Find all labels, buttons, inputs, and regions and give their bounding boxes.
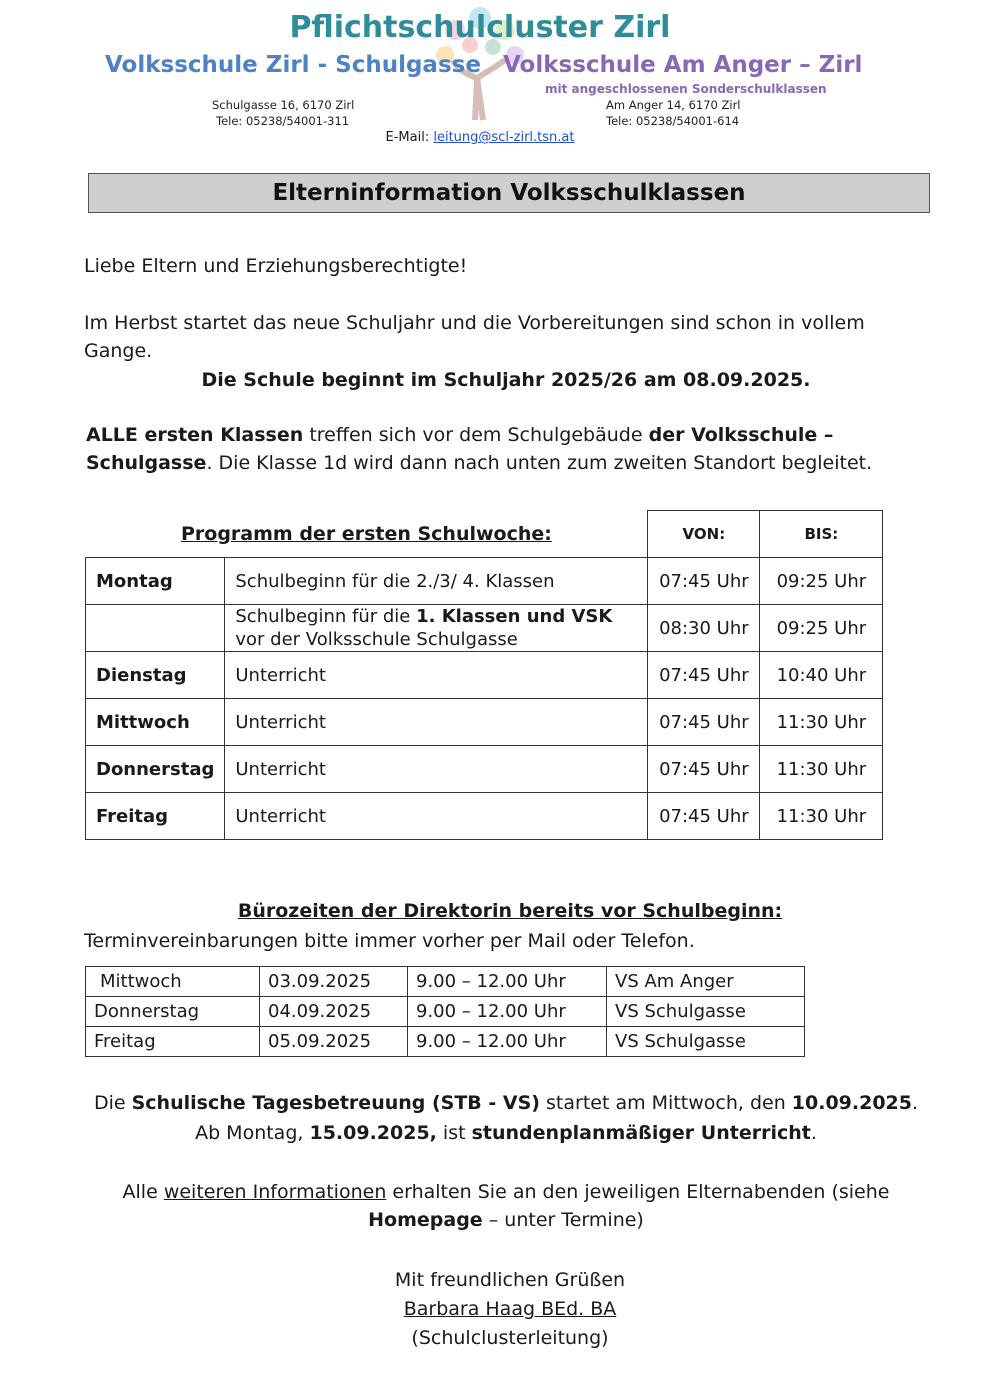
- row-desc-c: vor der Volksschule Schulgasse: [235, 629, 518, 650]
- row-to: 11:30 Uhr: [760, 793, 883, 840]
- email-link[interactable]: leitung@scl-zirl.tsn.at: [433, 130, 575, 145]
- table-row: [86, 605, 883, 652]
- table-row: [86, 558, 883, 605]
- homepage-label: Homepage: [368, 1209, 483, 1231]
- table-row: [86, 793, 883, 840]
- right-address: Am Anger 14, 6170 Zirl: [606, 98, 741, 112]
- office-day: Mittwoch: [86, 967, 260, 997]
- school-right-name: Volksschule Am Anger – Zirl: [503, 52, 863, 78]
- office-hours-table: [85, 966, 805, 1057]
- left-address: Schulgasse 16, 6170 Zirl: [212, 98, 355, 112]
- page-title: Elterninformation Volksschulklassen: [88, 173, 930, 213]
- school-right-subtitle: mit angeschlossenen Sonderschulklassen: [545, 82, 827, 96]
- stb-line-1: [0, 1089, 1006, 1117]
- more-info-a: Alle: [122, 1181, 164, 1203]
- row-from: 07:45 Uhr: [648, 746, 760, 793]
- row-day: [86, 605, 225, 652]
- right-phone: Tele: 05238/54001-614: [606, 114, 740, 128]
- row-to: 11:30 Uhr: [760, 746, 883, 793]
- row-from: 07:45 Uhr: [648, 558, 760, 605]
- stb-a: Die: [93, 1092, 132, 1114]
- office-note: Terminvereinbarungen bitte immer vorher per Mail oder Telefon.: [84, 930, 695, 952]
- schedule-title: Programm der ersten Schulwoche:: [180, 522, 552, 545]
- office-date: 05.09.2025: [260, 1027, 408, 1057]
- meeting-part1: ALLE ersten Klassen: [86, 424, 304, 446]
- row-from: 07:45 Uhr: [648, 652, 760, 699]
- row-day: Freitag: [86, 793, 225, 840]
- row-desc: [225, 605, 648, 652]
- schedule-header-row: [86, 511, 883, 558]
- stb-f: Ab Montag,: [195, 1122, 310, 1144]
- col-to: BIS:: [760, 511, 883, 558]
- row-from: 08:30 Uhr: [648, 605, 760, 652]
- more-info: [90, 1178, 922, 1234]
- row-desc: Unterricht: [225, 793, 648, 840]
- meeting-part3: der Volksschule – Schulgasse: [86, 424, 834, 474]
- office-time: 9.00 – 12.00 Uhr: [408, 1027, 607, 1057]
- intro-text: Im Herbst startet das neue Schuljahr und die Vorbereitungen sind schon in vollem Gange.: [84, 312, 865, 362]
- greeting: Liebe Eltern und Erziehungsberechtigte!: [84, 255, 468, 277]
- row-day: Dienstag: [86, 652, 225, 699]
- stb-j: .: [810, 1122, 817, 1144]
- table-row: [86, 1027, 805, 1057]
- stb-d: 10.09.2025: [791, 1092, 912, 1114]
- office-place: VS Am Anger: [607, 967, 805, 997]
- meeting-text: [86, 421, 916, 477]
- row-desc-b: 1. Klassen und VSK: [416, 606, 613, 627]
- row-to: 10:40 Uhr: [760, 652, 883, 699]
- table-row: [86, 967, 805, 997]
- more-info-e: – unter Termine): [482, 1209, 644, 1231]
- row-desc: Unterricht: [225, 652, 648, 699]
- row-desc: Unterricht: [225, 699, 648, 746]
- stb-line-2: [0, 1119, 1006, 1147]
- row-day: Donnerstag: [86, 746, 225, 793]
- schedule-table: [85, 510, 883, 840]
- stb-h: ist: [436, 1122, 472, 1144]
- start-notice: Die Schule beginnt im Schuljahr 2025/26 am 08.09.2025.: [201, 369, 811, 391]
- table-row: [86, 746, 883, 793]
- table-row: [86, 652, 883, 699]
- office-place: VS Schulgasse: [607, 1027, 805, 1057]
- row-day: Mittwoch: [86, 699, 225, 746]
- signer-name: Barbara Haag BEd. BA: [403, 1298, 617, 1320]
- row-from: 07:45 Uhr: [648, 699, 760, 746]
- office-date: 03.09.2025: [260, 967, 408, 997]
- office-day: Donnerstag: [86, 997, 260, 1027]
- office-title: Bürozeiten der Direktorin bereits vor Schulbeginn:: [237, 900, 783, 922]
- stb-e: .: [911, 1092, 919, 1114]
- table-row: [86, 997, 805, 1027]
- left-phone: Tele: 05238/54001-311: [216, 114, 350, 128]
- row-day: Montag: [86, 558, 225, 605]
- more-info-link: weiteren Informationen: [163, 1181, 387, 1203]
- col-from: VON:: [648, 511, 760, 558]
- signer-role: (Schulclusterleitung): [411, 1327, 609, 1349]
- schedule-title-cell: [86, 511, 648, 558]
- row-desc-a: Schulbeginn für die: [235, 606, 417, 627]
- meeting-part2: treffen sich vor dem Schulgebäude: [303, 424, 649, 446]
- office-date: 04.09.2025: [260, 997, 408, 1027]
- stb-g: 15.09.2025,: [309, 1122, 437, 1144]
- cluster-title: Pflichtschulcluster Zirl: [289, 10, 671, 45]
- stb-b: Schulische Tagesbetreuung (STB - VS): [131, 1092, 540, 1114]
- office-day: Freitag: [86, 1027, 260, 1057]
- row-to: 09:25 Uhr: [760, 605, 883, 652]
- meeting-part4: . Die Klasse 1d wird dann nach unten zum zweiten Standort begleitet.: [206, 452, 873, 474]
- office-place: VS Schulgasse: [607, 997, 805, 1027]
- school-left-name: Volksschule Zirl - Schulgasse: [105, 52, 481, 78]
- email-label: E-Mail:: [385, 130, 430, 145]
- table-row: [86, 699, 883, 746]
- row-desc: Schulbeginn für die 2./3/ 4. Klassen: [225, 558, 648, 605]
- more-info-c: erhalten Sie an den jeweiligen Elternabenden (siehe: [386, 1181, 890, 1203]
- row-desc: Unterricht: [225, 746, 648, 793]
- row-to: 09:25 Uhr: [760, 558, 883, 605]
- closing-regards: Mit freundlichen Grüßen: [394, 1269, 626, 1291]
- stb-c: startet am Mittwoch, den: [539, 1092, 792, 1114]
- row-to: 11:30 Uhr: [760, 699, 883, 746]
- email-line: [0, 130, 960, 145]
- row-from: 07:45 Uhr: [648, 793, 760, 840]
- stb-i: stundenplanmäßiger Unterricht: [471, 1122, 811, 1144]
- office-time: 9.00 – 12.00 Uhr: [408, 997, 607, 1027]
- office-time: 9.00 – 12.00 Uhr: [408, 967, 607, 997]
